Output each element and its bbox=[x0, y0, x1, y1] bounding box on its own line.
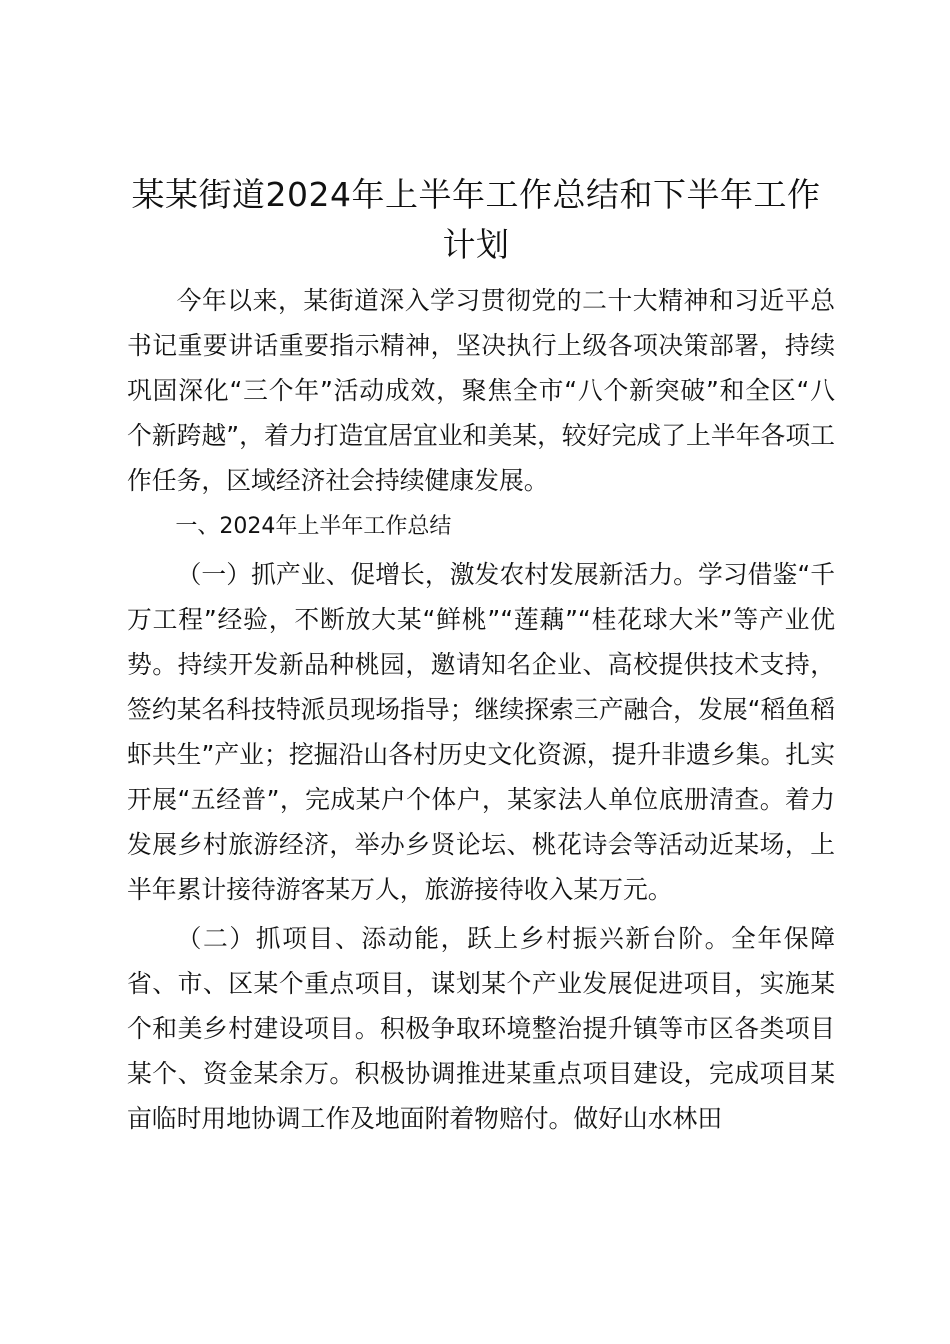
document-title: 某某街道2024年上半年工作总结和下半年工作计划 bbox=[131, 175, 821, 264]
paragraph-projects: （二）抓项目、添动能，跃上乡村振兴新台阶。全年保障省、市、区某个重点项目，谋划某个产业发展促进项目，实施某个和美乡村建设项目。积极争取环境整治提升镇等市区各类项目某个、资金某余万。积极协调推进某重点项目建设，完成项目某亩临时用地协调工作及地面附着物赔付。做好山水林田 bbox=[127, 924, 835, 1133]
paragraph-industry: （一）抓产业、促增长，激发农村发展新活力。学习借鉴“千万工程”经验，不断放大某“鲜桃”“莲藕”“桂花球大米”等产业优势。持续开发新品种桃园，邀请知名企业、高校提供技术支持，签约某名科技特派员现场指导；继续探索三产融合，发展“稻鱼稻虾共生”产业；挖掘沿山各村历史文化资源，提升非遗乡集。扎实开展“五经普”，完成某户个体户，某家法人单位底册清查。着力发展乡村旅游经济，举办乡贤论坛、桃花诗会等活动近某场，上半年累计接待游客某万人，旅游接待收入某万元。 bbox=[127, 560, 835, 904]
intro-paragraph: 今年以来，某街道深入学习贯彻党的二十大精神和习近平总书记重要讲话重要指示精神，坚决执行上级各项决策部署，持续巩固深化“三个年”活动成效，聚焦全市“八个新突破”和全区“八个新跨越”，着力打造宜居宜业和美某，较好完成了上半年各项工作任务，区域经济社会持续健康发展。 bbox=[127, 286, 835, 495]
section-heading: 一、2024年上半年工作总结 bbox=[175, 514, 452, 539]
document-body bbox=[127, 278, 835, 1141]
